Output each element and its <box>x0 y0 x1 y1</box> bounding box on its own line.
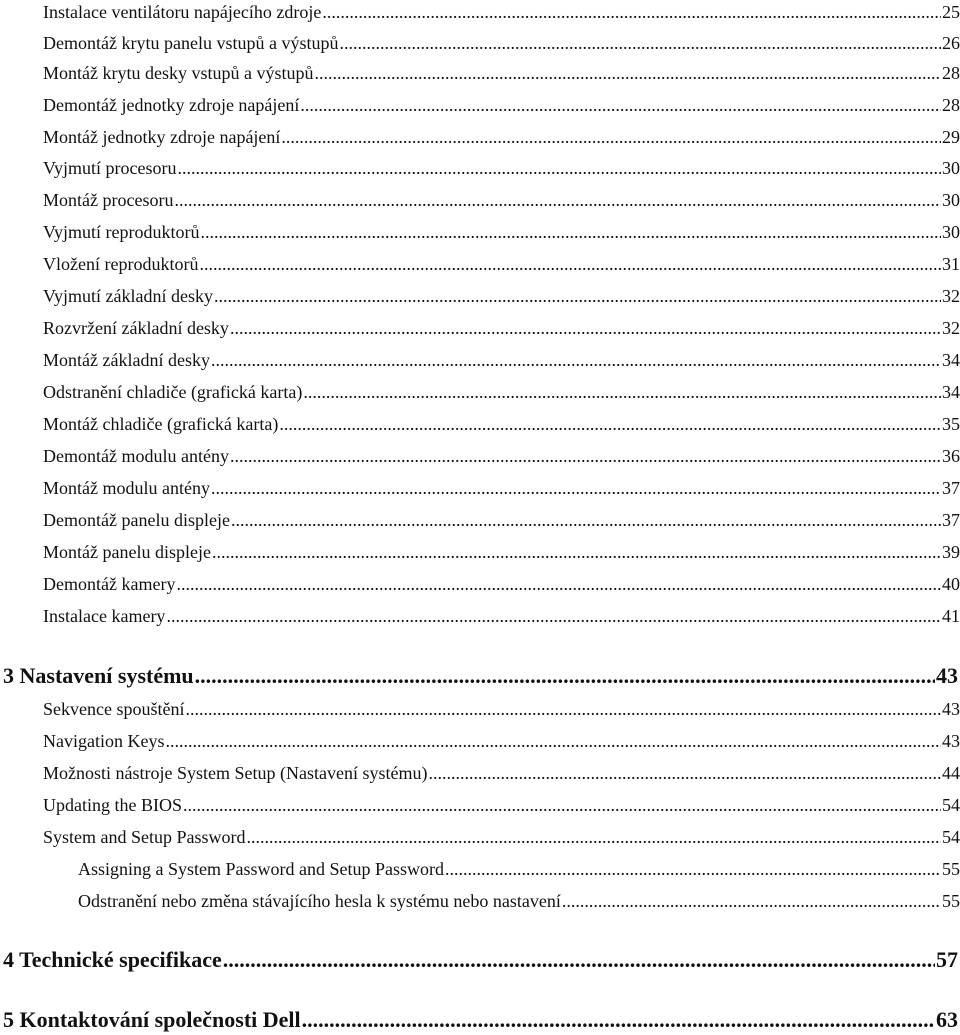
toc-entry-title: Vyjmutí reproduktorů <box>43 222 200 242</box>
toc-entry-page: 26 <box>942 33 960 53</box>
leader-dots <box>428 762 941 784</box>
toc-subentry[interactable] <box>78 858 960 880</box>
toc-entry[interactable] <box>43 794 960 816</box>
toc-entry-title: Navigation Keys <box>43 731 165 751</box>
toc-entry[interactable] <box>43 541 960 563</box>
toc-entry-title: Sekvence spouštění <box>43 699 185 719</box>
leader-dots <box>300 94 941 116</box>
toc-chapter[interactable] <box>3 1006 958 1034</box>
leader-dots <box>247 826 942 848</box>
toc-entry-title: Demontáž modulu antény <box>43 446 229 466</box>
leader-dots <box>314 62 941 84</box>
toc-entry-page: 40 <box>942 574 960 594</box>
toc-entry-page: 54 <box>942 827 960 847</box>
toc-entry[interactable] <box>43 445 960 467</box>
toc-subentry-title: Odstranění nebo změna stávajícího hesla k systému nebo nastavení <box>78 891 561 911</box>
toc-entry-title: Vyjmutí procesoru <box>43 158 177 178</box>
toc-entry-title: Vložení reproduktorů <box>43 254 199 274</box>
toc-entry[interactable] <box>43 253 960 275</box>
toc-entry-title: Demontáž jednotky zdroje napájení <box>43 95 300 115</box>
toc-chapter[interactable] <box>3 946 958 974</box>
toc-chapter-title: 3 Nastavení systému <box>3 663 194 688</box>
toc-entry[interactable] <box>43 730 960 752</box>
toc-entry-title: Montáž procesoru <box>43 190 174 210</box>
toc-entry-title: Rozvržení základní desky <box>43 318 229 338</box>
toc-entry-title: Montáž krytu desky vstupů a výstupů <box>43 63 314 83</box>
toc-entry[interactable] <box>43 1 960 23</box>
toc-entry-title: Demontáž panelu displeje <box>43 510 230 530</box>
leader-dots <box>174 189 941 211</box>
leader-dots <box>230 445 941 467</box>
toc-entry[interactable] <box>43 413 960 435</box>
leader-dots <box>211 477 941 499</box>
toc-entry-title: Instalace kamery <box>43 606 166 626</box>
toc-entry-page: 43 <box>942 731 960 751</box>
toc-entry-page: 39 <box>942 542 960 562</box>
leader-dots <box>195 662 935 690</box>
toc-entry-page: 30 <box>942 190 960 210</box>
leader-dots <box>214 285 941 307</box>
leader-dots <box>230 317 941 339</box>
toc-entry-title: Vyjmutí základní desky <box>43 286 213 306</box>
toc-entry-title: System and Setup Password <box>43 827 246 847</box>
toc-entry-title: Možnosti nástroje System Setup (Nastavení systému) <box>43 763 428 783</box>
toc-entry[interactable] <box>43 573 960 595</box>
toc-entry[interactable] <box>43 221 960 243</box>
toc-chapter-page: 57 <box>936 947 958 972</box>
leader-dots <box>339 32 941 54</box>
leader-dots <box>212 541 941 563</box>
toc-entry[interactable] <box>43 126 960 148</box>
toc-entry[interactable] <box>43 157 960 179</box>
toc-entry-title: Montáž panelu displeje <box>43 542 211 562</box>
toc-entry-page: 28 <box>942 95 960 115</box>
toc-subentry[interactable] <box>78 890 960 912</box>
toc-entry[interactable] <box>43 381 960 403</box>
toc-entry-page: 41 <box>942 606 960 626</box>
toc-chapter-page: 63 <box>936 1007 958 1032</box>
leader-dots <box>303 381 941 403</box>
leader-dots <box>302 1006 935 1034</box>
toc-entry-page: 28 <box>942 63 960 83</box>
toc-entry[interactable] <box>43 285 960 307</box>
toc-entry-page: 44 <box>942 763 960 783</box>
toc-entry-page: 36 <box>942 446 960 466</box>
toc-subentry-page: 55 <box>942 859 960 879</box>
leader-dots <box>322 1 941 23</box>
toc-entry-title: Montáž základní desky <box>43 350 210 370</box>
toc-entry-page: 54 <box>942 795 960 815</box>
toc-chapter-title: 5 Kontaktování společnosti Dell <box>3 1007 301 1032</box>
toc-entry[interactable] <box>43 698 960 720</box>
toc-entry-page: 25 <box>942 2 960 22</box>
toc-entry-title: Demontáž kamery <box>43 574 176 594</box>
leader-dots <box>183 794 941 816</box>
toc-entry[interactable] <box>43 32 960 54</box>
leader-dots <box>185 698 941 720</box>
leader-dots <box>211 349 941 371</box>
toc-entry[interactable] <box>43 94 960 116</box>
toc-entry-page: 30 <box>942 222 960 242</box>
toc-chapter[interactable] <box>3 662 958 690</box>
toc-subentry-title: Assigning a System Password and Setup Password <box>78 859 445 879</box>
toc-entry[interactable] <box>43 317 960 339</box>
leader-dots <box>177 157 941 179</box>
leader-dots <box>165 730 941 752</box>
leader-dots <box>223 946 935 974</box>
toc-entry[interactable] <box>43 826 960 848</box>
leader-dots <box>562 890 941 912</box>
leader-dots <box>279 413 941 435</box>
toc-entry-title: Montáž jednotky zdroje napájení <box>43 127 281 147</box>
toc-entry-page: 34 <box>942 350 960 370</box>
toc-entry-title: Instalace ventilátoru napájecího zdroje <box>43 2 322 22</box>
toc-entry[interactable] <box>43 349 960 371</box>
toc-entry[interactable] <box>43 509 960 531</box>
toc-entry[interactable] <box>43 762 960 784</box>
leader-dots <box>166 605 941 627</box>
toc-entry-page: 30 <box>942 158 960 178</box>
toc-entry-page: 31 <box>942 254 960 274</box>
toc-entry-title: Montáž chladiče (grafická karta) <box>43 414 279 434</box>
leader-dots <box>445 858 941 880</box>
leader-dots <box>281 126 941 148</box>
toc-entry-title: Odstranění chladiče (grafická karta) <box>43 382 303 402</box>
toc-entry-title: Updating the BIOS <box>43 795 182 815</box>
toc-entry-page: 29 <box>942 127 960 147</box>
toc-entry-title: Montáž modulu antény <box>43 478 210 498</box>
toc-chapter-page: 43 <box>936 663 958 688</box>
toc-entry-page: 37 <box>942 478 960 498</box>
toc-entry-page: 32 <box>942 318 960 338</box>
toc-entry-title: Demontáž krytu panelu vstupů a výstupů <box>43 33 339 53</box>
leader-dots <box>200 221 941 243</box>
toc-entry[interactable] <box>43 62 960 84</box>
toc-entry-page: 32 <box>942 286 960 306</box>
leader-dots <box>199 253 941 275</box>
toc-entry-page: 43 <box>942 699 960 719</box>
toc-entry[interactable] <box>43 189 960 211</box>
toc-entry-page: 35 <box>942 414 960 434</box>
toc-chapter-title: 4 Technické specifikace <box>3 947 222 972</box>
toc-entry-page: 34 <box>942 382 960 402</box>
toc-entry[interactable] <box>43 605 960 627</box>
toc-subentry-page: 55 <box>942 891 960 911</box>
leader-dots <box>176 573 941 595</box>
leader-dots <box>231 509 941 531</box>
toc-entry[interactable] <box>43 477 960 499</box>
toc-entry-page: 37 <box>942 510 960 530</box>
